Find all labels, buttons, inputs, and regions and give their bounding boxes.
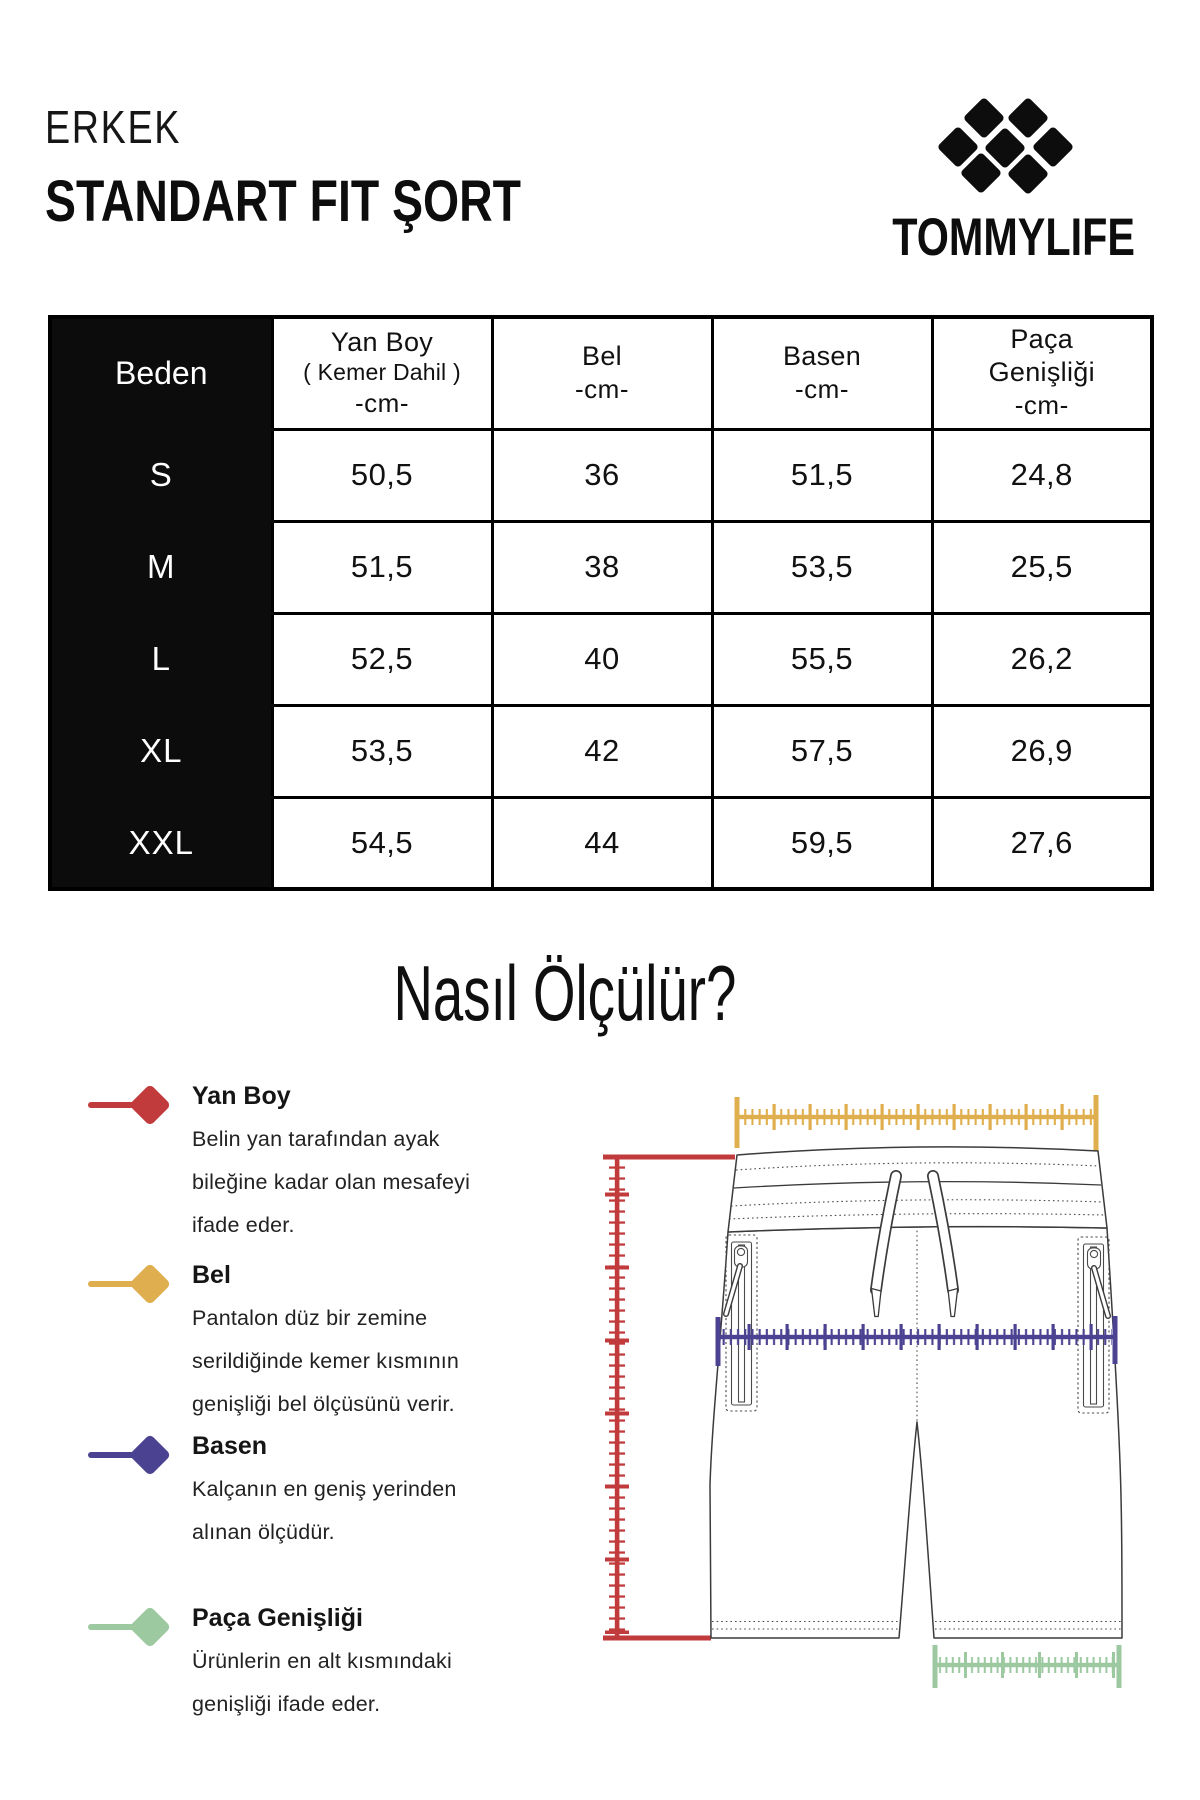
table-header-row [50, 317, 1152, 429]
value-cell: 24,8 [1010, 457, 1073, 492]
value-cell: 57,5 [790, 733, 854, 768]
value-cell: 27,6 [1010, 824, 1073, 860]
diamond-icon [1032, 126, 1074, 168]
table-row-s [50, 429, 1152, 521]
value-cell: 44 [584, 824, 620, 860]
shorts-measure-diagram [540, 1085, 1160, 1730]
legend-name: Yan Boy [192, 1082, 291, 1110]
legend-description: Belin yan tarafından ayak bileğine kadar olan mesafeyi ifade eder. [192, 1127, 471, 1237]
value-cell: 53,5 [350, 733, 414, 768]
product-title: STANDART FIT ŞORT [45, 169, 521, 234]
category-title: ERKEK [45, 101, 182, 153]
header-cell-beden: Beden [50, 317, 272, 429]
value-cell: 26,9 [1010, 733, 1073, 768]
yan-boy-diamond-marker-icon [75, 1082, 192, 1126]
table-row-m [50, 521, 1152, 613]
value-cell: 51,5 [790, 457, 854, 492]
table-row-l [50, 613, 1152, 705]
value-cell: 40 [584, 641, 620, 676]
legend-name: Basen [192, 1432, 268, 1460]
value-cell: 25,5 [1010, 549, 1073, 584]
legend-item-basen [75, 1432, 525, 1554]
header-cell-basen: Basen -cm- [712, 317, 932, 429]
basen-diamond-marker-icon [75, 1432, 192, 1476]
brand-logo [858, 95, 1158, 268]
waistband [728, 1147, 1107, 1232]
page-title [45, 100, 640, 235]
value-cell: 53,5 [790, 549, 854, 584]
diamonds-logo-icon [858, 95, 1158, 191]
size-label: XXL [128, 823, 194, 861]
legend-description: Ürünlerin en alt kısmındaki genişliği ifade eder. [192, 1649, 452, 1716]
value-cell: 42 [584, 733, 620, 768]
legend-item-bel [75, 1261, 525, 1426]
size-label: L [151, 640, 171, 677]
diamond-icon [1007, 97, 1049, 139]
size-label: M [147, 548, 176, 585]
bel-diamond-marker-icon [75, 1261, 192, 1305]
value-cell: 50,5 [350, 457, 414, 492]
value-cell: 59,5 [790, 824, 854, 860]
waist-tape-icon [735, 1095, 1099, 1152]
header-cell-paca-genisligi: Paça Genişliği -cm- [932, 317, 1152, 429]
value-cell: 51,5 [350, 549, 414, 584]
value-cell: 26,2 [1010, 641, 1073, 676]
value-cell: 55,5 [790, 641, 854, 676]
legend-description: Pantalon düz bir zemine serildiğinde kemer kısmının genişliği bel ölçüsünü verir. [192, 1306, 460, 1416]
header-cell-yan-boy: Yan Boy ( Kemer Dahil ) -cm- [272, 317, 492, 429]
value-cell: 52,5 [350, 641, 414, 676]
legend-name: Bel [192, 1261, 231, 1289]
legend-description: Kalçanın en geniş yerinden alınan ölçüdür. [192, 1477, 457, 1544]
value-cell: 38 [584, 549, 620, 584]
table-row-xxl [50, 797, 1152, 889]
size-label: XL [140, 732, 183, 769]
size-table-grid [48, 315, 1154, 891]
brand-name: TOMMYLIFE [892, 208, 1135, 267]
hem-width-tape-icon [933, 1645, 1122, 1688]
paca-genisligi-diamond-marker-icon [75, 1604, 192, 1648]
table-row-xl [50, 705, 1152, 797]
size-label: S [149, 456, 173, 493]
how-to-measure-title: Nasıl Ölçülür? [393, 949, 737, 1037]
value-cell: 36 [584, 457, 620, 492]
header-cell-bel: Bel -cm- [492, 317, 712, 429]
value-cell: 54,5 [350, 824, 414, 860]
shorts-outline [710, 1147, 1122, 1638]
legend-item-paca-genisligi [75, 1604, 525, 1726]
measure-legend [75, 1082, 525, 1726]
legend-item-yan-boy [75, 1082, 525, 1247]
legend-name: Paça Genişliği [192, 1604, 363, 1632]
size-table [48, 315, 1154, 891]
